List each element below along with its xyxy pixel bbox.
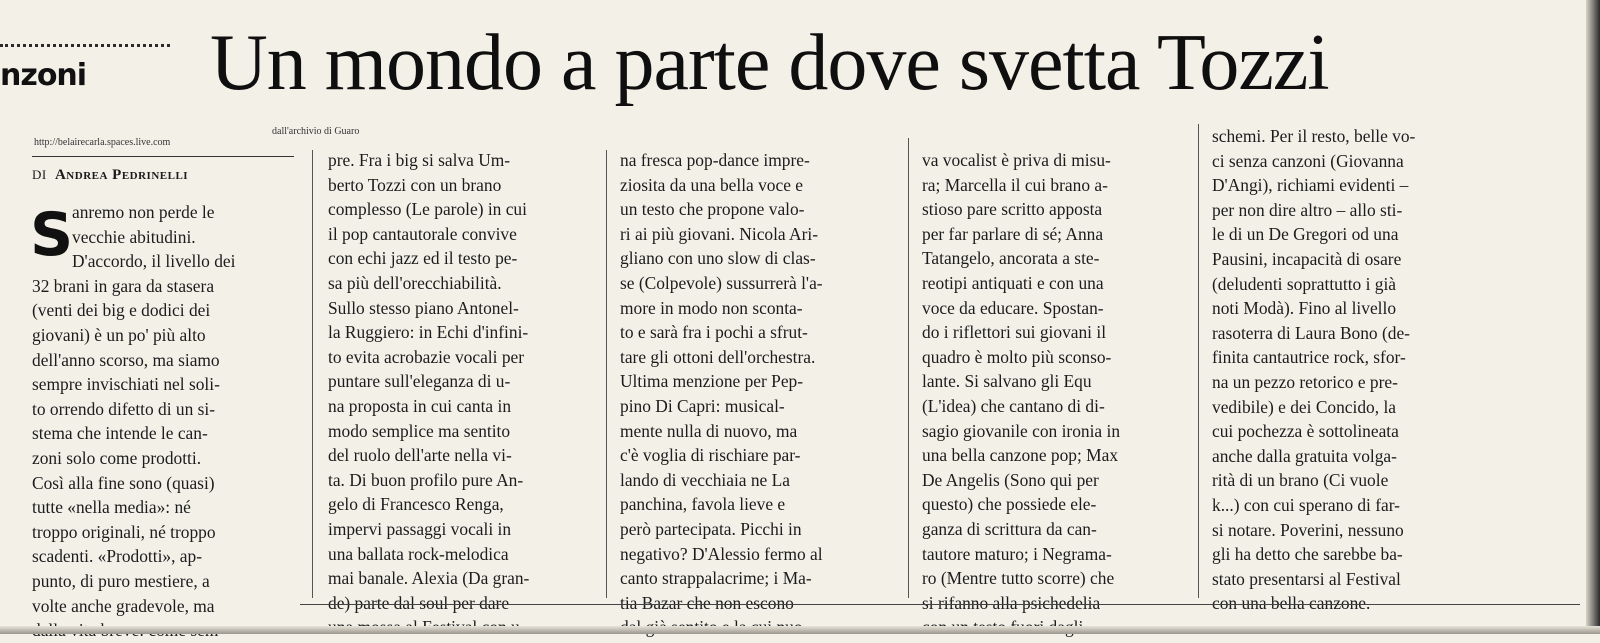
article-line: Così alla fine sono (quasi): [32, 472, 215, 493]
article-column-1: [32, 200, 302, 643]
article-line: canto strappalacrime; i Ma-: [620, 568, 812, 589]
article-line: modo semplice ma sentito: [328, 420, 511, 441]
article-line: to evita acrobazie vocali per: [328, 346, 525, 367]
article-line: cui pochezza è sottolineata: [1212, 421, 1399, 442]
article-line: dell'anno scorso, ma siamo: [32, 349, 220, 370]
article-line: pre. Fra i big si salva Um-: [328, 150, 511, 170]
article-column-2: [328, 148, 598, 640]
article-column-3: [620, 148, 890, 640]
article-line: gli ha detto che sarebbe ba-: [1212, 544, 1403, 565]
article-line: troppo originali, né troppo: [32, 521, 216, 542]
article-line: D'accordo, il livello dei: [72, 251, 236, 272]
article-line: de) parte dal soul per dare: [328, 592, 510, 613]
article-line: complesso (Le parole) in cui: [328, 199, 527, 220]
article-line: una ballata rock-melodica: [328, 543, 509, 564]
article-line: zoni solo come prodotti.: [32, 447, 202, 468]
article-column-5: [1212, 124, 1482, 616]
article-line: stioso pare scritto apposta: [922, 199, 1103, 220]
headline: Un mondo a parte dove svetta Tozzi: [210, 19, 1329, 107]
article-line: scadenti. «Prodotti», ap-: [32, 546, 203, 567]
byline-prefix: DI: [32, 167, 47, 182]
article-line: lando di vecchiaia ne La: [620, 469, 790, 490]
article-line: rasoterra di Laura Bono (de-: [1212, 322, 1410, 343]
article-line: sempre invischiati nel soli-: [32, 374, 220, 395]
article-line: rità di un brano (Ci vuole: [1212, 470, 1389, 491]
article-line: lante. Si salvano gli Equ: [922, 371, 1092, 392]
article-line: (venti dei big e dodici dei: [32, 300, 211, 321]
article-line: puntare sull'eleganza di u-: [328, 371, 511, 392]
scan-bottom-edge: [0, 626, 1600, 634]
article-line: D'Angi), richiami evidenti –: [1212, 175, 1409, 196]
article-line: gliano con uno slow di clas-: [620, 248, 816, 269]
article-line: Tatangelo, ancorata a ste-: [922, 248, 1100, 269]
article-line: le di un De Gregori od una: [1212, 224, 1399, 245]
article-line: negativo? D'Alessio fermo al: [620, 543, 823, 564]
article-line: sa più dell'orecchiabilità.: [328, 272, 502, 293]
article-line: stema che intende le can-: [32, 423, 208, 444]
article-line: vedibile) e dei Concido, la: [1212, 396, 1396, 417]
article-line: con una bella canzone.: [1212, 593, 1371, 614]
article-line: na proposta in cui canta in: [328, 395, 512, 416]
article-line: Sullo stesso piano Antonel-: [328, 297, 519, 318]
source-credit: dall'archivio di Guaro: [272, 126, 360, 137]
article-line: Ultima menzione per Pep-: [620, 371, 804, 392]
article-line: Pausini, incapacità di osare: [1212, 248, 1402, 269]
article-line: (L'idea) che cantano di di-: [922, 395, 1105, 416]
article-line: una bella canzone pop; Max: [922, 445, 1119, 466]
article-line: anremo non perde le: [72, 202, 215, 222]
scan-edge: [1586, 0, 1600, 634]
article-line: mai banale. Alexia (Da gran-: [328, 568, 530, 589]
article-line: pino Di Capri: musical-: [620, 395, 785, 416]
article-line: do i riflettori sui giovani il: [922, 322, 1107, 343]
article-line: to orrendo difetto di un si-: [32, 398, 216, 419]
article-line: to e sarà fra i pochi a sfrut-: [620, 322, 808, 343]
article-line: (deludenti soprattutto i già: [1212, 273, 1397, 294]
article-line: c'è voglia di rischiare par-: [620, 445, 801, 466]
article-line: mente nulla di nuovo, ma: [620, 420, 798, 441]
article-line: quadro è molto più sconso-: [922, 346, 1112, 367]
article-line: va vocalist è priva di misu-: [922, 150, 1111, 170]
byline: [32, 167, 302, 184]
article-line: tautore maturo; i Negrama-: [922, 543, 1112, 564]
article-line: na fresca pop-dance impre-: [620, 150, 810, 170]
article-line: tutte «nella media»: né: [32, 497, 191, 518]
byline-rule: [32, 156, 294, 157]
article-line: ra; Marcella il cui brano a-: [922, 174, 1108, 195]
drop-cap: S: [30, 200, 74, 270]
article-line: ziosita da una bella voce e: [620, 174, 804, 195]
source-url: http://belairecarla.spaces.live.com: [34, 137, 171, 148]
article-line: finita cantautrice rock, sfor-: [1212, 347, 1406, 368]
article-line: ci senza canzoni (Giovanna: [1212, 150, 1404, 171]
article-line: voce da educare. Spostan-: [922, 297, 1104, 318]
article-line: berto Tozzi con un brano: [328, 174, 502, 195]
article-line: more in modo non sconta-: [620, 297, 803, 318]
article-line: ri ai più giovani. Nicola Ari-: [620, 223, 819, 244]
article-line: ro (Mentre tutto scorre) che: [922, 568, 1115, 589]
article-line: 32 brani in gara da stasera: [32, 275, 215, 296]
article-line: noti Modà). Fino al livello: [1212, 298, 1397, 319]
article-line: na un pezzo retorico e pre-: [1212, 371, 1398, 392]
article-line: si rifanno alla psichedelia: [922, 592, 1101, 613]
article-line: del ruolo dell'arte nella vi-: [328, 445, 512, 466]
article-line: panchina, favola lieve e: [620, 494, 786, 515]
article-line: per far parlare di sé; Anna: [922, 223, 1104, 244]
article-line: gelo di Francesco Renga,: [328, 494, 504, 515]
article-line: volte anche gradevole, ma: [32, 595, 215, 616]
column-divider: [312, 150, 313, 598]
article-line: questo) che possiede ele-: [922, 494, 1097, 515]
article-line: però partecipata. Picchi in: [620, 518, 802, 539]
article-line: per non dire altro – allo sti-: [1212, 199, 1403, 220]
article-line: la Ruggiero: in Echi d'infini-: [328, 322, 529, 343]
article-line: anche dalla gratuita volga-: [1212, 445, 1397, 466]
column-divider: [1198, 124, 1199, 598]
article-line: un testo che propone valo-: [620, 199, 805, 220]
article-line: giovani) è un po' più alto: [32, 324, 206, 345]
article-line: De Angelis (Sono qui per: [922, 469, 1099, 490]
article-line: tare gli ottoni dell'orchestra.: [620, 346, 816, 367]
section-tag: nzoni: [0, 58, 87, 93]
article-line: si notare. Poverini, nessuno: [1212, 519, 1404, 540]
article-column-4: [922, 148, 1192, 640]
article-line: reotipi antiquati e con una: [922, 272, 1104, 293]
byline-author: Andrea Pedrinelli: [54, 167, 189, 183]
article-line: vecchie abitudini.: [72, 226, 196, 247]
article-line: schemi. Per il resto, belle vo-: [1212, 126, 1416, 146]
bottom-rule: [300, 604, 1580, 605]
column-divider: [606, 150, 607, 598]
article-line: punto, di puro mestiere, a: [32, 570, 210, 591]
article-line: k...) con cui sperano di far-: [1212, 494, 1400, 515]
article-line: se (Colpevole) sussurrerà l'a-: [620, 272, 823, 293]
article-line: tia Bazar che non escono: [620, 592, 794, 613]
article-line: ganza di scrittura da can-: [922, 518, 1097, 539]
column-divider: [908, 138, 909, 598]
article-line: ta. Di buon profilo pure An-: [328, 469, 524, 490]
article-line: sagio giovanile con ironia in: [922, 420, 1121, 441]
section-dotted-rule: [0, 44, 170, 47]
article-line: il pop cantautorale convive: [328, 223, 517, 244]
article-line: con echi jazz ed il testo pe-: [328, 248, 518, 269]
article-line: impervi passaggi vocali in: [328, 518, 512, 539]
article-line: stato presentarsi al Festival: [1212, 568, 1401, 589]
